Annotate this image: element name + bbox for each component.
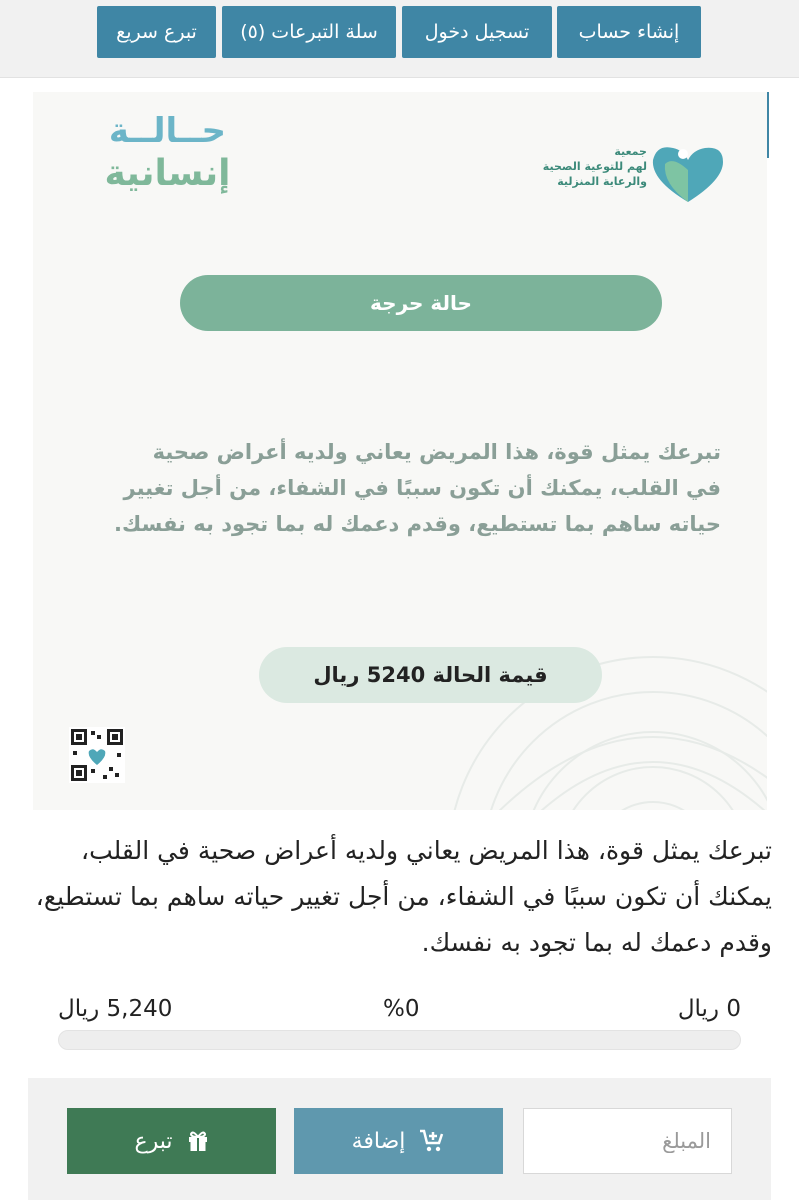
case-banner bbox=[33, 92, 767, 810]
donate-button[interactable] bbox=[67, 1108, 276, 1174]
humanitarian-case-logo bbox=[95, 111, 240, 194]
qr-code bbox=[69, 727, 125, 783]
gift-icon bbox=[187, 1130, 209, 1152]
case-description: تبرعك يمثل قوة، هذا المريض يعاني ولديه أعراض صحية في القلب، يمكنك أن تكون سببًا في الشفاء، من أجل تغيير حياته ساهم بما تستطيع، وقدم دعمك له بما تجود به نفسك. bbox=[35, 836, 772, 957]
amount-input[interactable] bbox=[523, 1108, 732, 1174]
top-nav bbox=[0, 0, 799, 78]
org-name bbox=[537, 144, 647, 189]
create-account-button[interactable]: إنشاء حساب bbox=[557, 6, 701, 58]
case-value-pill: قيمة الحالة 5240 ريال bbox=[259, 647, 602, 703]
org-name-line1: جمعية bbox=[614, 145, 647, 158]
org-heart-logo bbox=[643, 140, 733, 206]
quick-donate-button[interactable]: تبرع سريع bbox=[97, 6, 216, 58]
login-button[interactable]: تسجيل دخول bbox=[402, 6, 552, 58]
org-name-line3: والرعاية المنزلية bbox=[557, 175, 647, 188]
banner-description: تبرعك يمثل قوة، هذا المريض يعاني ولديه أعراض صحية في القلب، يمكنك أن تكون سببًا في الشفاء، من أجل تغيير حياته ساهم بما تستطيع، وقدم دعمك له بما تجود به نفسك. bbox=[114, 440, 721, 536]
status-pill: حالة حرجة bbox=[180, 275, 662, 331]
progress-bar bbox=[58, 1030, 741, 1050]
collected-amount: 0 ريال bbox=[677, 996, 741, 1022]
donate-button-label: تبرع bbox=[134, 1128, 173, 1154]
logo-line-1: حــالــة bbox=[108, 111, 227, 151]
logo-line-2: إنسانية bbox=[104, 153, 231, 194]
org-name-line2: لهم للتوعية الصحية bbox=[542, 160, 647, 173]
add-button-label: إضافة bbox=[351, 1128, 406, 1154]
donations-cart-button[interactable]: سلة التبرعات (٥) bbox=[222, 6, 396, 58]
progress-percent: %0 bbox=[383, 996, 420, 1022]
target-amount: 5,240 ريال bbox=[58, 996, 173, 1022]
add-cart-icon bbox=[419, 1129, 445, 1153]
add-to-cart-button[interactable] bbox=[294, 1108, 503, 1174]
donate-panel bbox=[28, 1078, 771, 1200]
